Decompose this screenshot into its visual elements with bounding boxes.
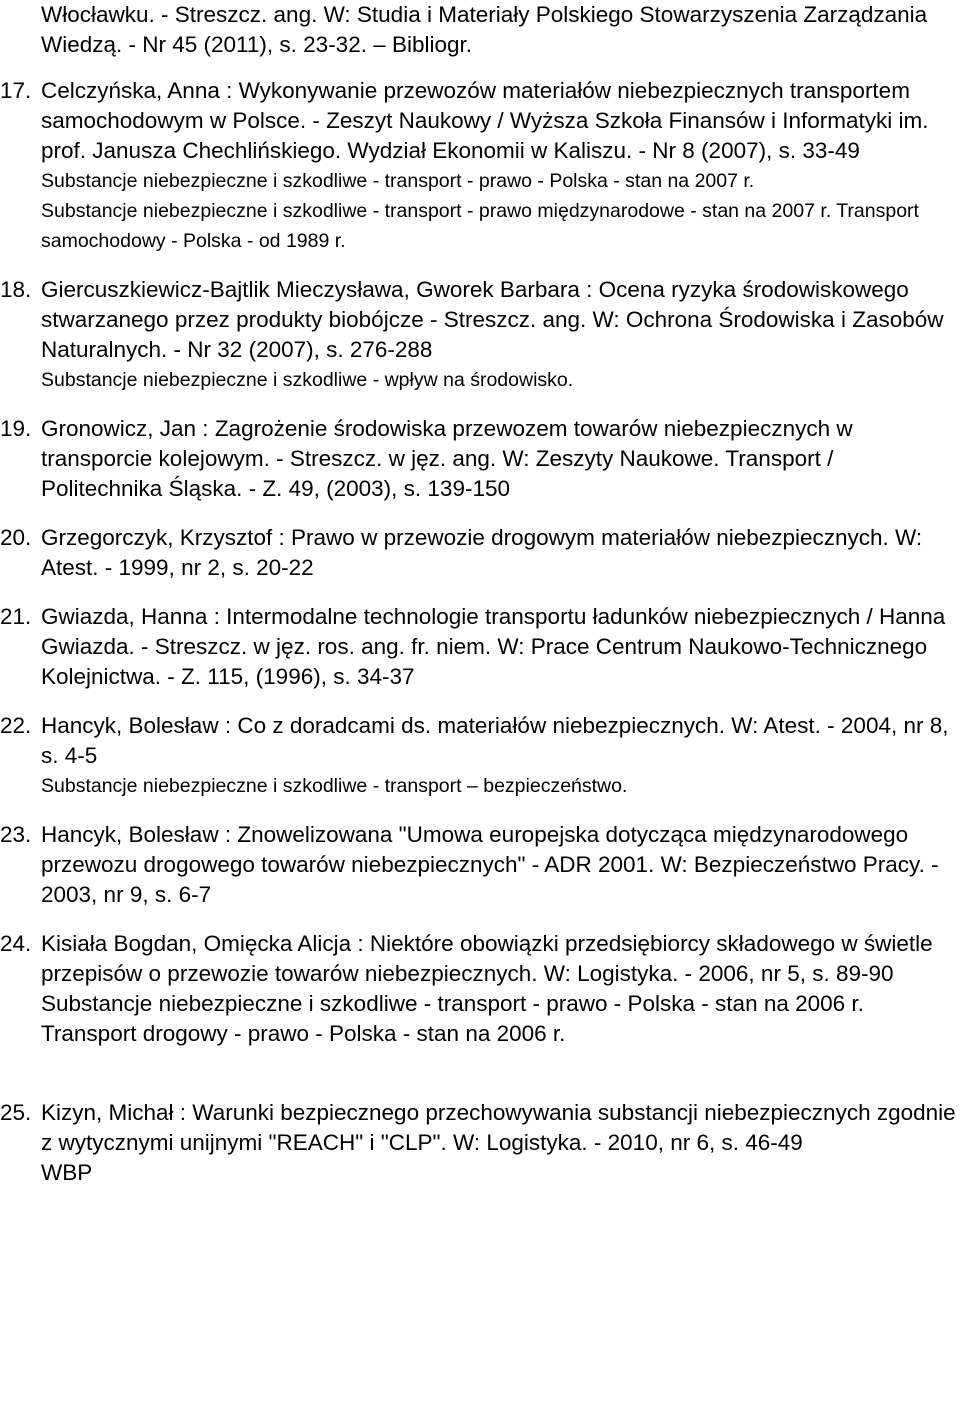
- entry-citation: Celczyńska, Anna : Wykonywanie przewozów materiałów niebezpiecznych transportem samochodowym w Polsce. - Zeszyt Naukowy / Wyższa Szkoła Finansów i Informatyki im. prof. Janusza Chechlińskiego. Wydział Ekonomii w Kaliszu. - Nr 8 (2007), s. 33-49: [41, 78, 929, 163]
- bibliography-entry-24: [0, 929, 960, 1049]
- entry-citation: Grzegorczyk, Krzysztof : Prawo w przewozie drogowym materiałów niebezpiecznych. W: Atest. - 1999, nr 2, s. 20-22: [41, 525, 923, 580]
- entry-subject: Substancje niebezpieczne i szkodliwe - wpływ na środowisko.: [41, 369, 574, 391]
- entry-citation: Kizyn, Michał : Warunki bezpiecznego przechowywania substancji niebezpiecznych zgodnie z wytycznymi unijnymi "REACH" i "CLP". W: Logistyka. - 2010, nr 6, s. 46-49: [41, 1100, 956, 1155]
- entry-number: 18.: [0, 277, 32, 302]
- entry-citation: Gronowicz, Jan : Zagrożenie środowiska przewozem towarów niebezpiecznych w transporcie kolejowym. - Streszcz. w jęz. ang. W: Zeszyty Naukowe. Transport / Politechnika Śląska. - Z. 49, (2003), s. 139-150: [41, 416, 853, 501]
- entry-number: 24.: [0, 931, 32, 956]
- entry-number: 23.: [0, 822, 32, 847]
- bibliography-entry-23: [0, 820, 960, 910]
- continued-entry-text: Włocławku. - Streszcz. ang. W: Studia i Materiały Polskiego Stowarzyszenia Zarządzania Wiedzą. - Nr 45 (2011), s. 23-32. – Bibliogr.: [41, 2, 928, 57]
- entry-citation: Gwiazda, Hanna : Intermodalne technologie transportu ładunków niebezpiecznych / Hanna Gwiazda. - Streszcz. w jęz. ros. ang. fr. niem. W: Prace Centrum Naukowo-Technicznego Kolejnictwa. - Z. 115, (1996), s. 34-37: [41, 604, 946, 689]
- entry-subject: Transport drogowy - prawo - Polska - stan na 2006 r.: [41, 1021, 566, 1046]
- entry-citation: Hancyk, Bolesław : Znowelizowana "Umowa europejska dotycząca międzynarodowego przewozu drogowego towarów niebezpiecznych" - ADR 2001. W: Bezpieczeństwo Pracy. - 2003, nr 9, s. 6-7: [41, 822, 939, 907]
- bibliography-entry-22: [0, 711, 960, 801]
- bibliography-entry-17: [0, 76, 960, 256]
- bibliography-entry-18: [0, 275, 960, 395]
- entry-number: 17.: [0, 78, 32, 103]
- entry-citation: Hancyk, Bolesław : Co z doradcami ds. materiałów niebezpiecznych. W: Atest. - 2004, nr 8, s. 4-5: [41, 713, 949, 768]
- bibliography-entry-20: [0, 523, 960, 583]
- entry-number: 20.: [0, 525, 32, 550]
- entry-subject: Substancje niebezpieczne i szkodliwe - transport – bezpieczeństwo.: [41, 775, 628, 797]
- entry-citation: Giercuszkiewicz-Bajtlik Mieczysława, Gworek Barbara : Ocena ryzyka środowiskowego stwarzanego przez produkty biobójcze - Streszcz. ang. W: Ochrona Środowiska i Zasobów Naturalnych. - Nr 32 (2007), s. 276-288: [41, 277, 944, 362]
- entry-number: 19.: [0, 416, 32, 441]
- entry-number: 21.: [0, 604, 32, 629]
- entry-citation: Kisiała Bogdan, Omięcka Alicja : Niektóre obowiązki przedsiębiorcy składowego w świetle przepisów o przewozie towarów niebezpiecznych. W: Logistyka. - 2006, nr 5, s. 89-90: [41, 931, 933, 986]
- bibliography-entry-19: [0, 414, 960, 504]
- entry-subject: Substancje niebezpieczne i szkodliwe - transport - prawo międzynarodowe - stan na 2007 r. Transport samochodowy - Polska - od 1989 r.: [41, 200, 919, 252]
- entry-number: 22.: [0, 713, 32, 738]
- bibliography-entry-25: [0, 1098, 960, 1188]
- entry-subject: Substancje niebezpieczne i szkodliwe - transport - prawo - Polska - stan na 2007 r.: [41, 170, 755, 192]
- bibliography-entry-21: [0, 602, 960, 692]
- entry-subject: Substancje niebezpieczne i szkodliwe - transport - prawo - Polska - stan na 2006 r.: [41, 991, 864, 1016]
- entry-subject: WBP: [41, 1160, 93, 1185]
- entry-number: 25.: [0, 1100, 32, 1125]
